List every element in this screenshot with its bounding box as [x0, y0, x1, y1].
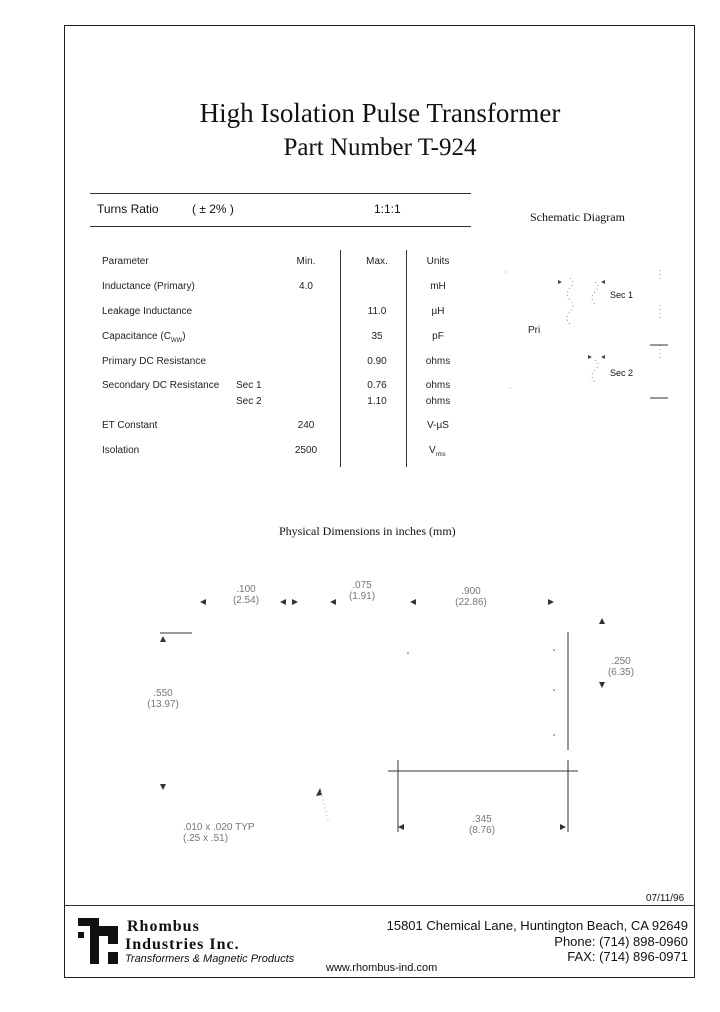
dim-label-length: .900 (22.86) — [455, 586, 487, 608]
row-units: ohms — [425, 380, 451, 391]
dim-label-width: .550 (13.97) — [147, 688, 179, 710]
dot-marker — [588, 355, 592, 359]
turns-ratio-tolerance: ( ± 2% ) — [192, 202, 234, 216]
dot-marker — [601, 355, 605, 359]
arrow-left-icon — [410, 599, 416, 605]
secondary-1-coil — [592, 282, 598, 304]
row-parameter: Leakage Inductance — [102, 306, 193, 317]
row-parameter: ET Constant — [102, 420, 158, 431]
row-max: 1.10 — [367, 396, 387, 407]
arrow-up-icon — [160, 636, 166, 642]
schematic-sec2-label: Sec 2 — [610, 368, 634, 378]
row-parameter: Primary DC Resistance — [102, 356, 206, 367]
primary-coil — [567, 278, 573, 324]
col-divider-min — [340, 250, 341, 467]
header-units: Units — [426, 256, 450, 267]
arrow-right-icon — [548, 599, 554, 605]
row-max: 0.76 — [367, 380, 387, 391]
row-sub: Sec 1 — [236, 380, 262, 391]
row-parameter: Secondary DC Resistance — [102, 380, 220, 391]
capacitance-subscript: WW — [170, 338, 183, 344]
row-units: V-µS — [427, 420, 449, 431]
dim-label-pin-width: .075 (1.91) — [348, 580, 376, 602]
secondary-2-coil — [592, 360, 598, 382]
schematic-diagram — [500, 260, 690, 410]
arrow-down-icon — [160, 784, 166, 790]
dot-marker — [558, 280, 562, 284]
schematic-sec1-label: Sec 1 — [610, 290, 634, 300]
row-min: 2500 — [294, 445, 318, 456]
dim-label-lead-spacing: .345 (8.76) — [468, 814, 496, 836]
pin-dot — [553, 689, 555, 691]
arrow-right-icon — [292, 599, 298, 605]
leader-line — [320, 788, 328, 820]
isolation-unit-subscript: rms — [435, 452, 446, 458]
dot-marker — [601, 280, 605, 284]
arrow-left-icon — [330, 599, 336, 605]
part-number: Part Number T-924 — [283, 134, 477, 161]
row-max: 0.90 — [367, 356, 387, 367]
row-min: 240 — [297, 420, 315, 431]
row-max: 11.0 — [367, 306, 387, 317]
row-units: ohms — [425, 396, 451, 407]
dim-label-pin-pitch: .100 (2.54) — [232, 584, 260, 606]
schematic-pin-mark — [510, 386, 512, 388]
row-parameter: Inductance (Primary) — [102, 281, 195, 292]
company-tagline: Transformers & Magnetic Products — [125, 953, 295, 965]
page-title: High Isolation Pulse Transformer — [199, 98, 561, 128]
capacitance-label: Capacitance (C — [102, 331, 171, 342]
turns-ratio-label: Turns Ratio — [97, 202, 159, 216]
company-phone: Phone: (714) 898-0960 — [554, 934, 688, 949]
schematic-pri-label: Pri — [528, 325, 541, 336]
row-units: mH — [430, 281, 446, 292]
document-date: 07/11/96 — [646, 893, 685, 904]
row-max: 35 — [371, 331, 383, 342]
row-units: pF — [432, 331, 444, 342]
turns-ratio-bottom-rule — [90, 226, 471, 227]
company-address: 15801 Chemical Lane, Huntington Beach, CA 92649 — [386, 918, 688, 933]
company-website[interactable]: www.rhombus-ind.com — [326, 962, 438, 974]
row-min: 4.0 — [299, 281, 313, 292]
row-units — [429, 445, 446, 458]
arrow-left-icon — [398, 824, 404, 830]
turns-ratio-value: 1:1:1 — [374, 202, 401, 216]
pin-dot — [553, 734, 555, 736]
company-name-line1: Rhombus — [127, 918, 200, 935]
pin-dot — [553, 649, 555, 651]
company-name-line2: Industries Inc. — [125, 936, 240, 953]
company-fax: FAX: (714) 896-0971 — [567, 949, 688, 964]
row-parameter — [102, 331, 186, 344]
dim-label-lead: .010 x .020 TYP (.25 x .51) — [183, 822, 255, 844]
row-parameter: Isolation — [102, 445, 140, 456]
header-min: Min. — [296, 256, 316, 267]
col-divider-max — [406, 250, 407, 467]
row-units: ohms — [425, 356, 451, 367]
header-max: Max. — [366, 256, 388, 267]
arrow-right-icon — [560, 824, 566, 830]
rhombus-logo-icon — [78, 918, 120, 966]
dimensions-title: Physical Dimensions in inches (mm) — [279, 524, 456, 538]
pin-dot — [407, 652, 409, 654]
row-units: µH — [431, 306, 445, 317]
row-sub: Sec 2 — [236, 396, 262, 407]
footer-rule — [64, 905, 695, 906]
turns-ratio-top-rule — [90, 193, 471, 194]
dimensions-drawing — [130, 570, 600, 860]
dim-label-height: .250 (6.35) — [607, 656, 635, 678]
header-parameter: Parameter — [102, 256, 149, 267]
capacitance-close: ) — [182, 331, 186, 342]
isolation-unit: V — [429, 445, 436, 456]
arrow-left-icon — [200, 599, 206, 605]
schematic-title: Schematic Diagram — [530, 210, 625, 224]
arrow-left-icon — [280, 599, 286, 605]
